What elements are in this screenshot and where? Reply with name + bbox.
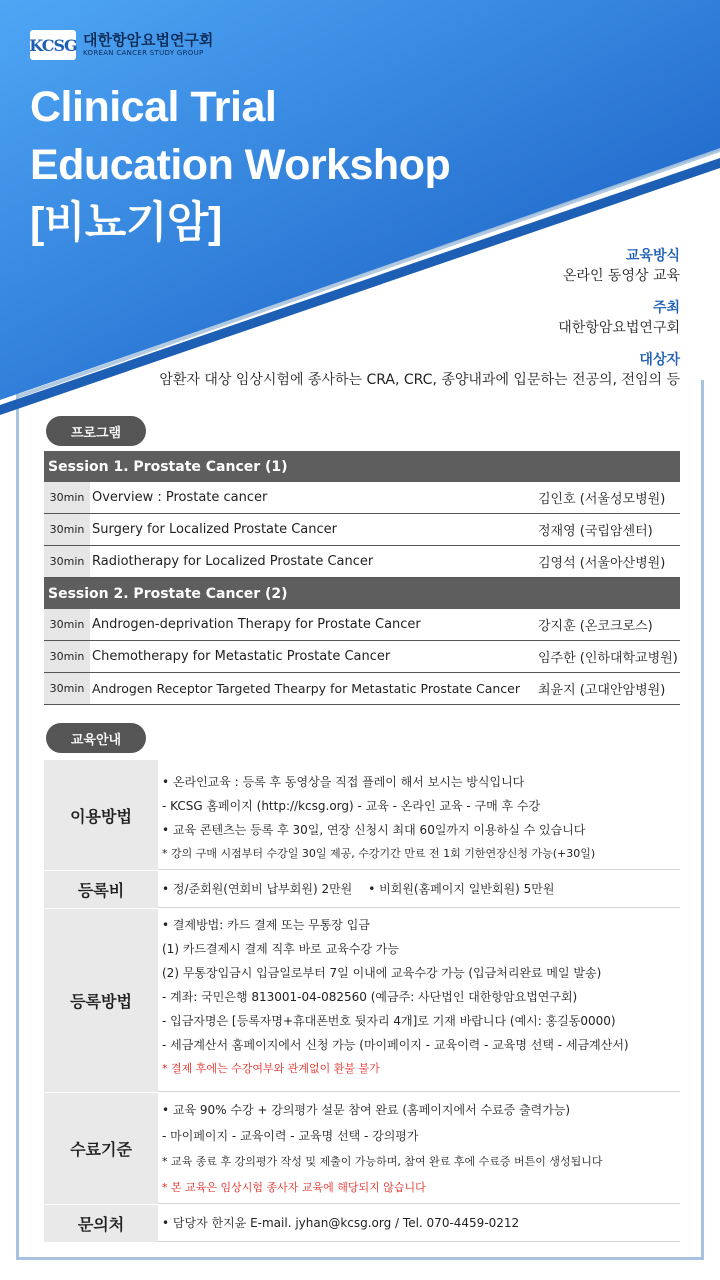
duration: 30min xyxy=(44,546,90,577)
title-line-3: [비뇨기암] xyxy=(30,199,222,247)
registration-line: (1) 카드결제시 결제 직후 바로 교육수강 가능 xyxy=(162,942,399,956)
title-line-1: Clinical Trial xyxy=(30,83,277,131)
fee-content xyxy=(158,871,680,908)
speaker: 김인호 (서울성모병원) xyxy=(538,492,666,507)
speaker: 김영석 (서울아산병원) xyxy=(538,556,666,571)
fee-member: • 정/준회원(연회비 납부회원) 2만원 xyxy=(162,882,353,896)
program-row xyxy=(44,546,680,578)
duration: 30min xyxy=(44,609,90,640)
usage-line: * 강의 구매 시점부터 수강일 30일 제공, 수강기간 만료 전 1회 기한연장신청 가능(+30일) xyxy=(162,847,596,860)
info-row-contact xyxy=(44,1205,680,1243)
fee-nonmember: • 비회원(홈페이지 일반회원) 5만원 xyxy=(368,882,555,896)
meta-target-label: 대상자 xyxy=(639,352,680,368)
completion-line: • 교육 90% 수강 + 강의평가 설문 참여 완료 (홈페이지에서 수료증 출력가능) xyxy=(162,1103,571,1117)
meta-method-value: 온라인 동영상 교육 xyxy=(562,268,680,284)
speaker: 강지훈 (온코크로스) xyxy=(538,619,653,634)
duration: 30min xyxy=(44,641,90,672)
info-row-registration xyxy=(44,909,680,1093)
topic: Androgen Receptor Targeted Thearpy for Metastatic Prostate Cancer xyxy=(92,681,521,696)
registration-line: - 입금자명은 [등록자명+휴대폰번호 뒷자리 4개]로 기재 바랍니다 (예시: 홍길동0000) xyxy=(162,1014,616,1028)
topic: Chemotherapy for Metastatic Prostate Cancer xyxy=(92,649,391,664)
meta-host-value: 대한항암요법연구회 xyxy=(558,320,680,336)
title-line-2: Education Workshop xyxy=(30,141,451,189)
contact-content: • 담당자 한지윤 E-mail. jyhan@kcsg.org / Tel. 070-4459-0212 xyxy=(158,1205,680,1242)
topic: Surgery for Localized Prostate Cancer xyxy=(92,522,338,537)
meta-host xyxy=(558,298,680,338)
meta-host-label: 주최 xyxy=(652,300,680,316)
topic: Overview : Prostate cancer xyxy=(92,490,268,505)
logo-name-ko: 대한항암요법연구회 xyxy=(83,31,214,49)
duration: 30min xyxy=(44,482,90,513)
kcsg-logo xyxy=(30,30,213,60)
usage-line: - KCSG 홈페이지 (http://kcsg.org) - 교육 - 온라인 교육 - 구매 후 수강 xyxy=(162,799,541,813)
logo-mark: KCSG xyxy=(30,30,76,60)
completion-line: * 교육 종료 후 강의평가 작성 및 제출이 가능하며, 참여 완료 후에 수료증 버튼이 생성됩니다 xyxy=(162,1155,603,1168)
contact-label: 문의처 xyxy=(44,1205,158,1242)
program-pill: 프로그램 xyxy=(46,416,146,446)
registration-line: (2) 무통장입금시 입금일로부터 7일 이내에 교육수강 가능 (입금처리완료 메일 발송) xyxy=(162,966,602,980)
info-row-usage xyxy=(44,760,680,871)
duration: 30min xyxy=(44,673,90,704)
program-row xyxy=(44,609,680,641)
completion-label: 수료기준 xyxy=(44,1093,158,1204)
meta-target xyxy=(159,350,680,390)
program-row xyxy=(44,641,680,673)
topic: Androgen-deprivation Therapy for Prostate Cancer xyxy=(92,617,421,632)
logo-name-en: KOREAN CANCER STUDY GROUP xyxy=(83,49,204,57)
registration-line: - 세금계산서 홈페이지에서 신청 가능 (마이페이지 - 교육이력 - 교육명 선택 - 세금계산서) xyxy=(162,1038,629,1052)
completion-line: - 마이페이지 - 교육이력 - 교육명 선택 - 강의평가 xyxy=(162,1129,419,1143)
meta-target-value: 암환자 대상 임상시험에 종사하는 CRA, CRC, 종양내과에 입문하는 전공의, 전임의 등 xyxy=(159,372,680,388)
program-row xyxy=(44,514,680,546)
session-2-header: Session 2. Prostate Cancer (2) xyxy=(44,578,680,609)
completion-content xyxy=(158,1093,680,1204)
usage-content xyxy=(158,760,680,870)
registration-label: 등록방법 xyxy=(44,909,158,1092)
usage-line: • 교육 콘텐츠는 등록 후 30일, 연장 신청시 최대 60일까지 이용하실 수 있습니다 xyxy=(162,823,586,837)
info-row-completion xyxy=(44,1093,680,1205)
usage-line: • 온라인교육 : 등록 후 동영상을 직접 플레이 해서 보시는 방식입니다 xyxy=(162,775,525,789)
speaker: 최윤지 (고대안암병원) xyxy=(538,683,666,698)
completion-warning: * 본 교육은 임상시험 종사자 교육에 해당되지 않습니다 xyxy=(162,1181,426,1194)
program-row xyxy=(44,482,680,514)
session-1-header: Session 1. Prostate Cancer (1) xyxy=(44,451,680,482)
info-pill: 교육안내 xyxy=(46,723,146,753)
topic: Radiotherapy for Localized Prostate Cancer xyxy=(92,554,374,569)
registration-line: • 결제방법: 카드 결제 또는 무통장 입금 xyxy=(162,918,370,932)
duration: 30min xyxy=(44,514,90,545)
registration-warning: * 결제 후에는 수강여부와 관계없이 환불 불가 xyxy=(162,1062,380,1075)
meta-method-label: 교육방식 xyxy=(625,248,680,264)
usage-label: 이용방법 xyxy=(44,760,158,870)
speaker: 정재영 (국립암센터) xyxy=(538,524,653,539)
info-row-fee xyxy=(44,871,680,909)
registration-content xyxy=(158,909,680,1092)
program-table xyxy=(44,451,680,705)
meta-method xyxy=(563,246,680,286)
fee-label: 등록비 xyxy=(44,871,158,908)
registration-line: - 계좌: 국민은행 813001-04-082560 (예금주: 사단법인 대한항암요법연구회) xyxy=(162,990,578,1004)
page-title xyxy=(30,78,450,252)
speaker: 임주한 (인하대학교병원) xyxy=(538,651,678,666)
info-table xyxy=(44,760,680,1243)
program-row xyxy=(44,673,680,705)
